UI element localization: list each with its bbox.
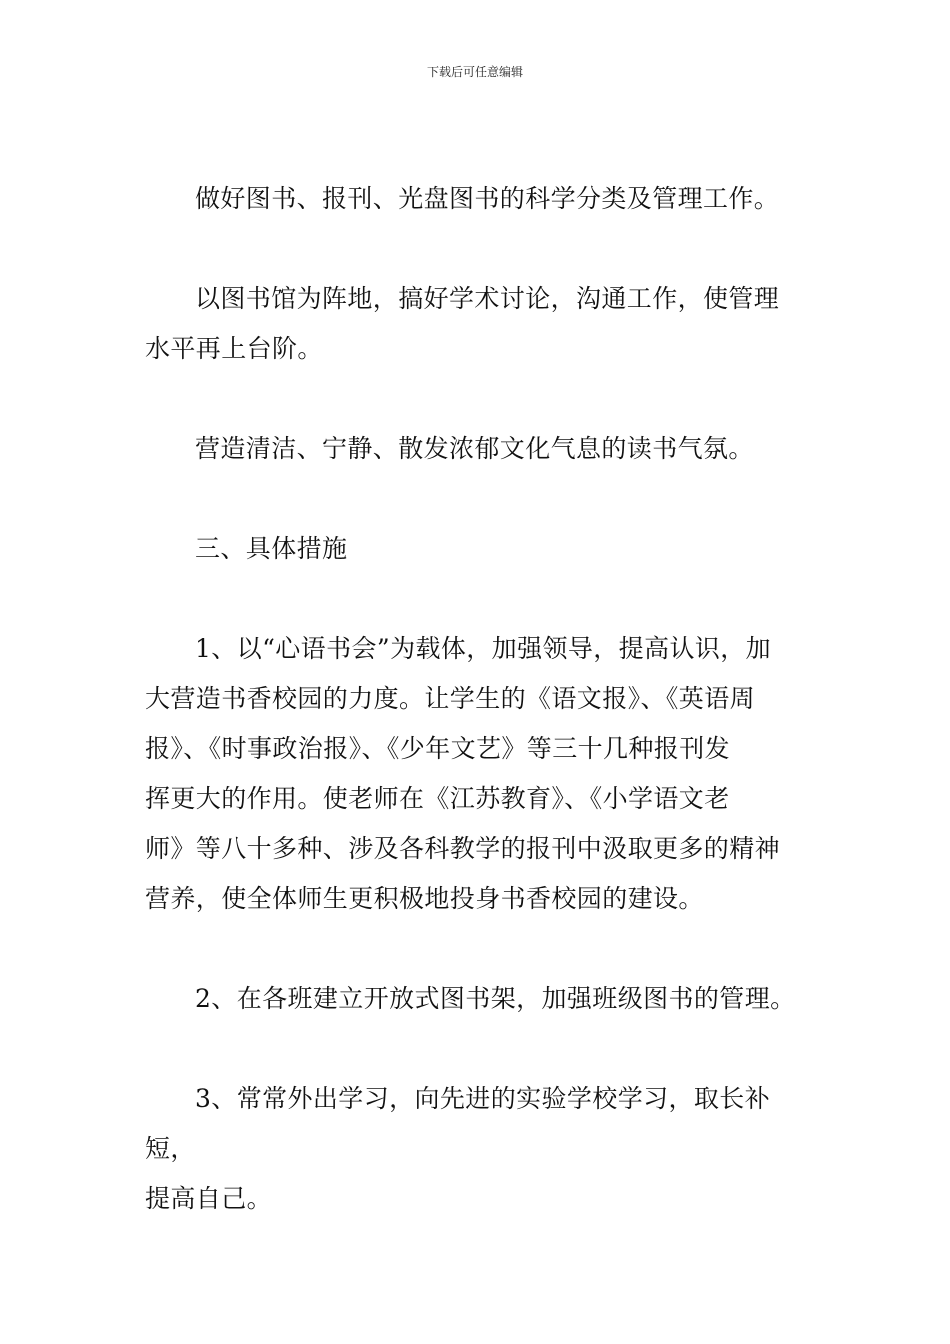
page-header-note: 下载后可任意编辑	[426, 65, 523, 79]
paragraph-line: 提高自己。	[145, 1184, 273, 1213]
paragraph-reading-atmosphere	[145, 424, 807, 474]
paragraph-measure-3	[145, 1074, 807, 1224]
paragraph-measure-1	[145, 624, 807, 924]
paragraph-line: 大营造书香校园的力度。让学生的《语文报》、《英语周	[145, 684, 756, 713]
paragraph-line: 营造清洁、宁静、散发浓郁文化气息的读书气氛。	[195, 434, 754, 463]
paragraph-line: 以图书馆为阵地，搞好学术讨论，沟通工作，使管理	[195, 284, 780, 313]
paragraph-line: 挥更大的作用。使老师在《江苏教育》、《小学语文老	[145, 784, 730, 813]
paragraph-classification	[145, 174, 807, 224]
section-heading-text: 三、具体措施	[195, 534, 348, 563]
paragraph-line: 水平再上台阶。	[145, 334, 323, 363]
paragraph-measure-2	[145, 974, 807, 1024]
paragraph-line: 师》等八十多种、涉及各科教学的报刊中汲取更多的精神	[145, 834, 781, 863]
paragraph-line: 3、常常外出学习，向先进的实验学校学习，取长补短，	[145, 1084, 771, 1163]
paragraph-line: 报》、《时事政治报》、《少年文艺》等三十几种报刊发	[145, 734, 731, 763]
paragraph-line: 2、在各班建立开放式图书架，加强班级图书的管理。	[195, 984, 796, 1013]
paragraph-library-base	[145, 274, 807, 374]
paragraph-line: 做好图书、报刊、光盘图书的科学分类及管理工作。	[195, 184, 780, 213]
paragraph-line: 1、以“心语书会”为载体，加强领导，提高认识，加	[195, 634, 772, 663]
paragraph-line: 营养，使全体师生更积极地投身书香校园的建设。	[145, 884, 704, 913]
section-heading-measures	[145, 524, 807, 574]
